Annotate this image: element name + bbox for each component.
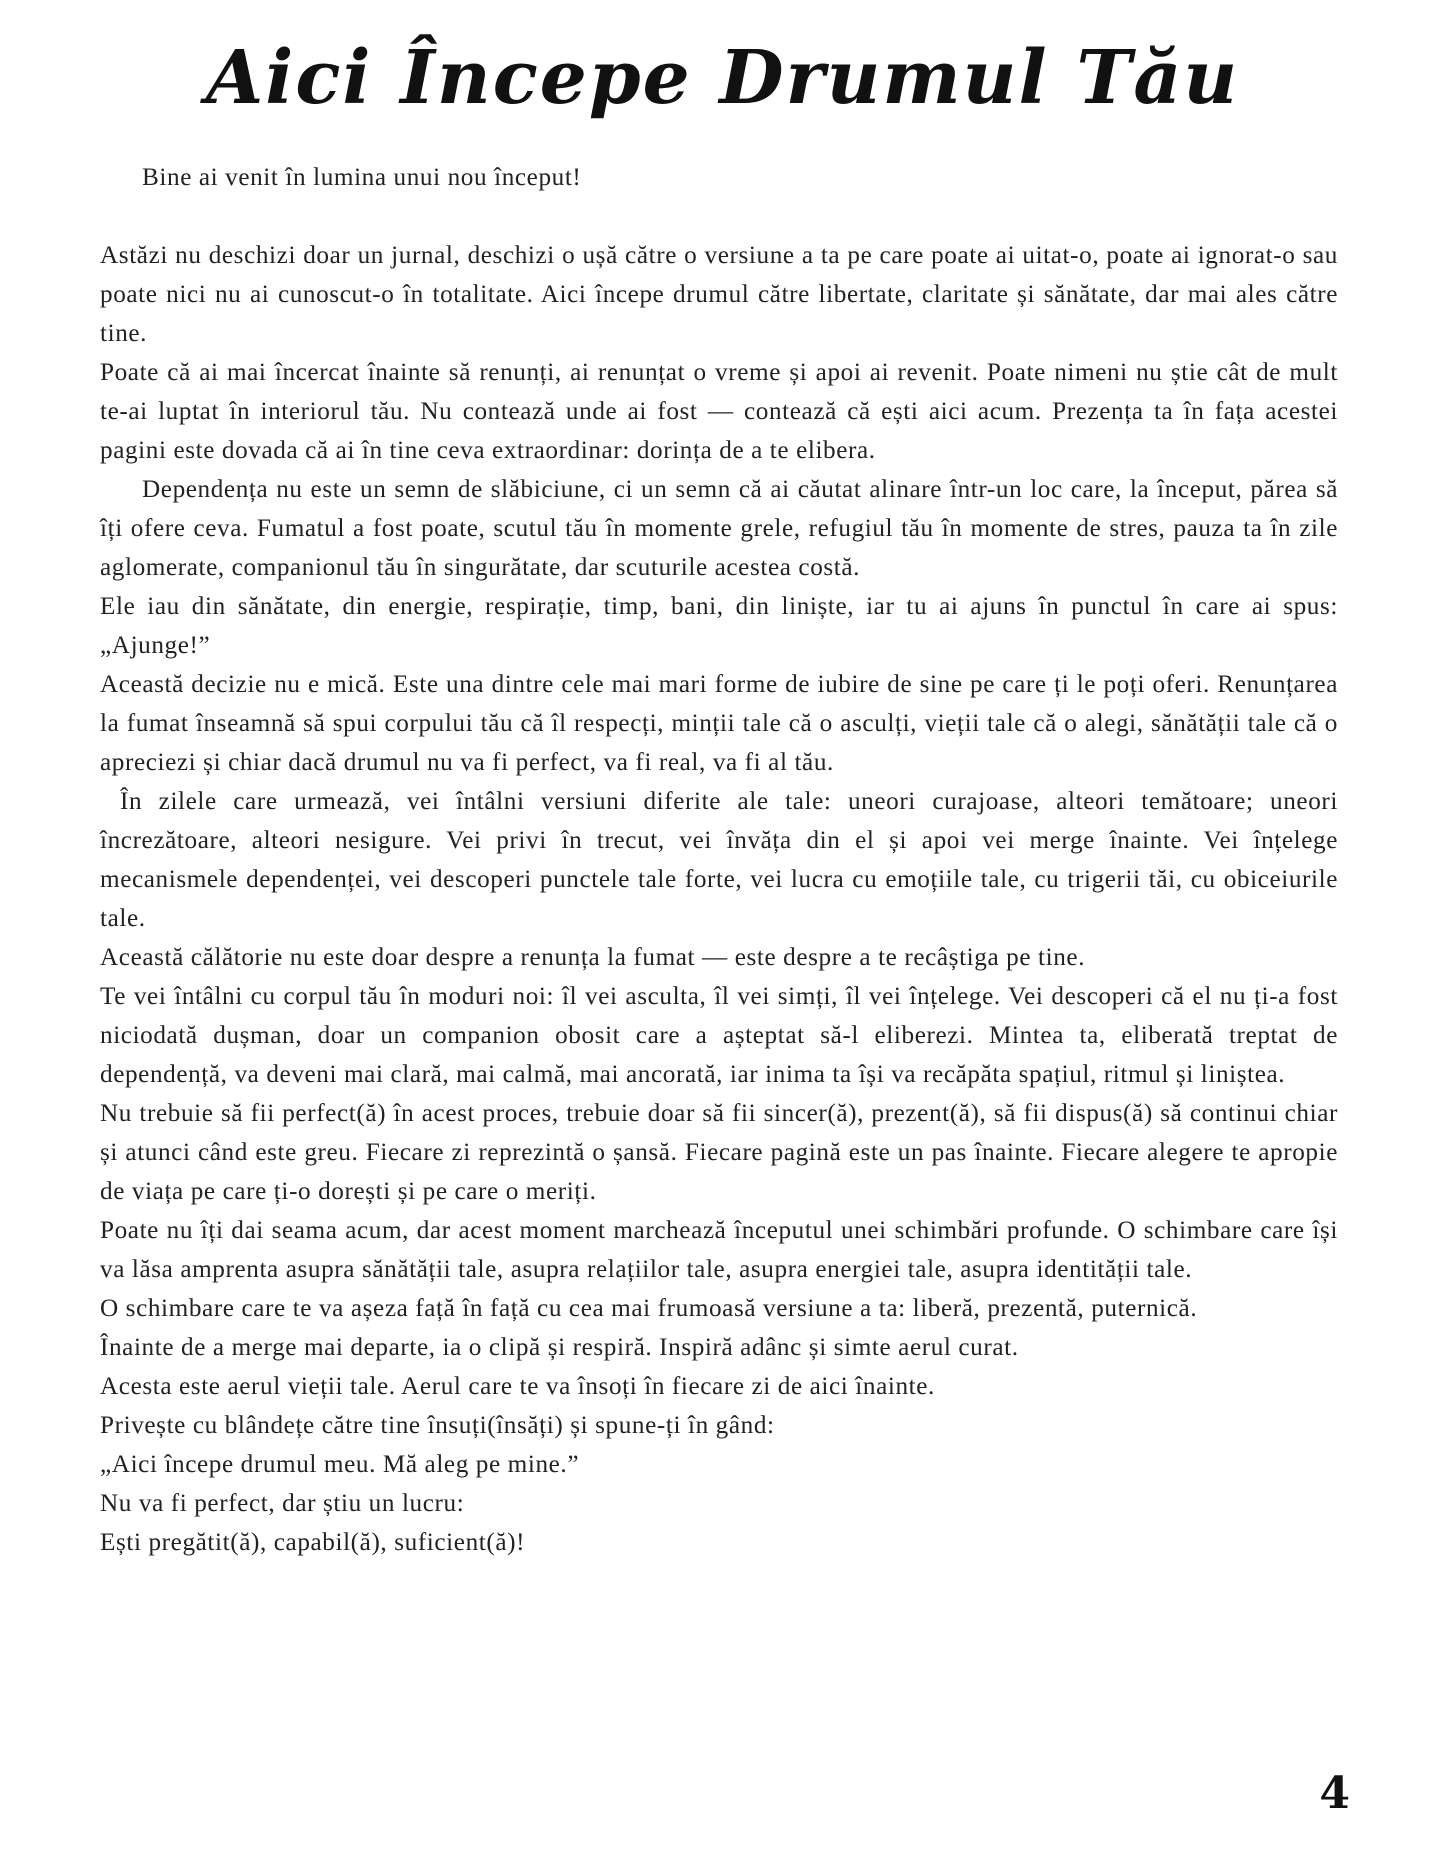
paragraph-air: Acesta este aerul vieții tale. Aerul care te va însoți în fiecare zi de aici înainte. (100, 1373, 935, 1400)
paragraph-coming-days: În zilele care urmează, vei întâlni versiuni diferite ale tale: uneori curajoase, alteori temătoare; uneori încrezătoare, alteori nesigure. Vei privi în trecut, vei învăța din el și apoi vei merge înainte. Vei înțelege mecanismele dependenței, vei descoperi punctele tale forte, vei lucra cu emoțiile tale, cu trigerii tăi, cu obiceiurile tale. (100, 788, 1338, 932)
paragraph-they-take: Ele iau din sănătate, din energie, respirație, timp, bani, din liniște, iar tu ai ajuns în punctul în care ai spus: „Ajunge!” (100, 593, 1338, 659)
paragraph-best-version: O schimbare care te va așeza față în față cu cea mai frumoasă versiune a ta: liberă, prezentă, puternică. (100, 1295, 1198, 1322)
paragraph-profound-change: Poate nu îți dai seama acum, dar acest moment marchează începutul unei schimbări profunde. O schimbare care își va lăsa amprenta asupra sănătății tale, asupra relațiilor tale, asupra energiei tale, asupra identității tale. (100, 1217, 1338, 1283)
paragraph-dependence: Dependența nu este un semn de slăbiciune, ci un semn că ai căutat alinare într-un loc care, la început, părea să îți ofere ceva. Fumatul a fost poate, scutul tău în momente grele, refugiul tău în momente de stres, pauza ta în zile aglomerate, companionul tău în singurătate, dar scuturile acestea costă. (100, 476, 1338, 581)
paragraph-welcome: Bine ai venit în lumina unui nou început! (142, 164, 582, 191)
paragraph-decision: Această decizie nu e mică. Este una dintre cele mai mari forme de iubire de sine pe care ți le poți oferi. Renunțarea la fumat înseamnă să spui corpului tău că îl respecți, minții tale că o asculți, vieții tale că o alegi, sănătății tale că o apreciezi și chiar dacă drumul nu va fi perfect, va fi real, va fi al tău. (100, 671, 1338, 776)
paragraph-journal: Astăzi nu deschizi doar un jurnal, deschizi o ușă către o versiune a ta pe care poate ai uitat-o, poate ai ignorat-o sau poate nici nu ai cunoscut-o în totalitate. Aici începe drumul către libertate, claritate și sănătate, dar mai ales către tine. (100, 242, 1338, 347)
paragraph-you-are-ready: Ești pregătit(ă), capabil(ă), suficient(ă)! (100, 1529, 526, 1556)
paragraph-body: Te vei întâlni cu corpul tău în moduri noi: îl vei asculta, îl vei simți, îl vei înțelege. Vei descoperi că el nu ți-a fost niciodată dușman, doar un companion obosit care a așteptat să-l eliberezi. Mintea ta, eliberată treptat de dependență, va deveni mai clară, mai calmă, mai ancorată, iar inima ta își va recăpăta spațiul, ritmul și liniștea. (100, 983, 1338, 1088)
body-text (100, 158, 1338, 1562)
paragraph-journey: Această călătorie nu este doar despre a renunța la fumat — este despre a te recâștiga pe tine. (100, 944, 1086, 971)
paragraph-perfect: Nu trebuie să fii perfect(ă) în acest proces, trebuie doar să fii sincer(ă), prezent(ă), să fii dispus(ă) să continui chiar și atunci când este greu. Fiecare zi reprezintă o șansă. Fiecare pagină este un pas înainte. Fiecare alegere te apropie de viața pe care ți-o dorești și pe care o meriți. (100, 1100, 1338, 1205)
page-number: 4 (1319, 1768, 1350, 1819)
paragraph-quote: „Aici începe drumul meu. Mă aleg pe mine.” (100, 1451, 580, 1478)
page-title: Aici Începe Drumul Tău (205, 35, 1240, 121)
paragraph-not-perfect: Nu va fi perfect, dar știu un lucru: (100, 1490, 465, 1517)
paragraph-tried-before: Poate că ai mai încercat înainte să renunți, ai renunțat o vreme și apoi ai revenit. Poate nimeni nu știe cât de mult te-ai luptat în interiorul tău. Nu contează unde ai fost — contează că ești aici acum. Prezența ta în fața acestei pagini este dovada că ai în tine ceva extraordinar: dorința de a te elibera. (100, 359, 1338, 464)
paragraph-look-gently: Privește cu blândețe către tine însuți(însăți) și spune-ți în gând: (100, 1412, 775, 1439)
paragraph-breathe: Înainte de a merge mai departe, ia o clipă și respiră. Inspiră adânc și simte aerul curat. (100, 1334, 1019, 1361)
